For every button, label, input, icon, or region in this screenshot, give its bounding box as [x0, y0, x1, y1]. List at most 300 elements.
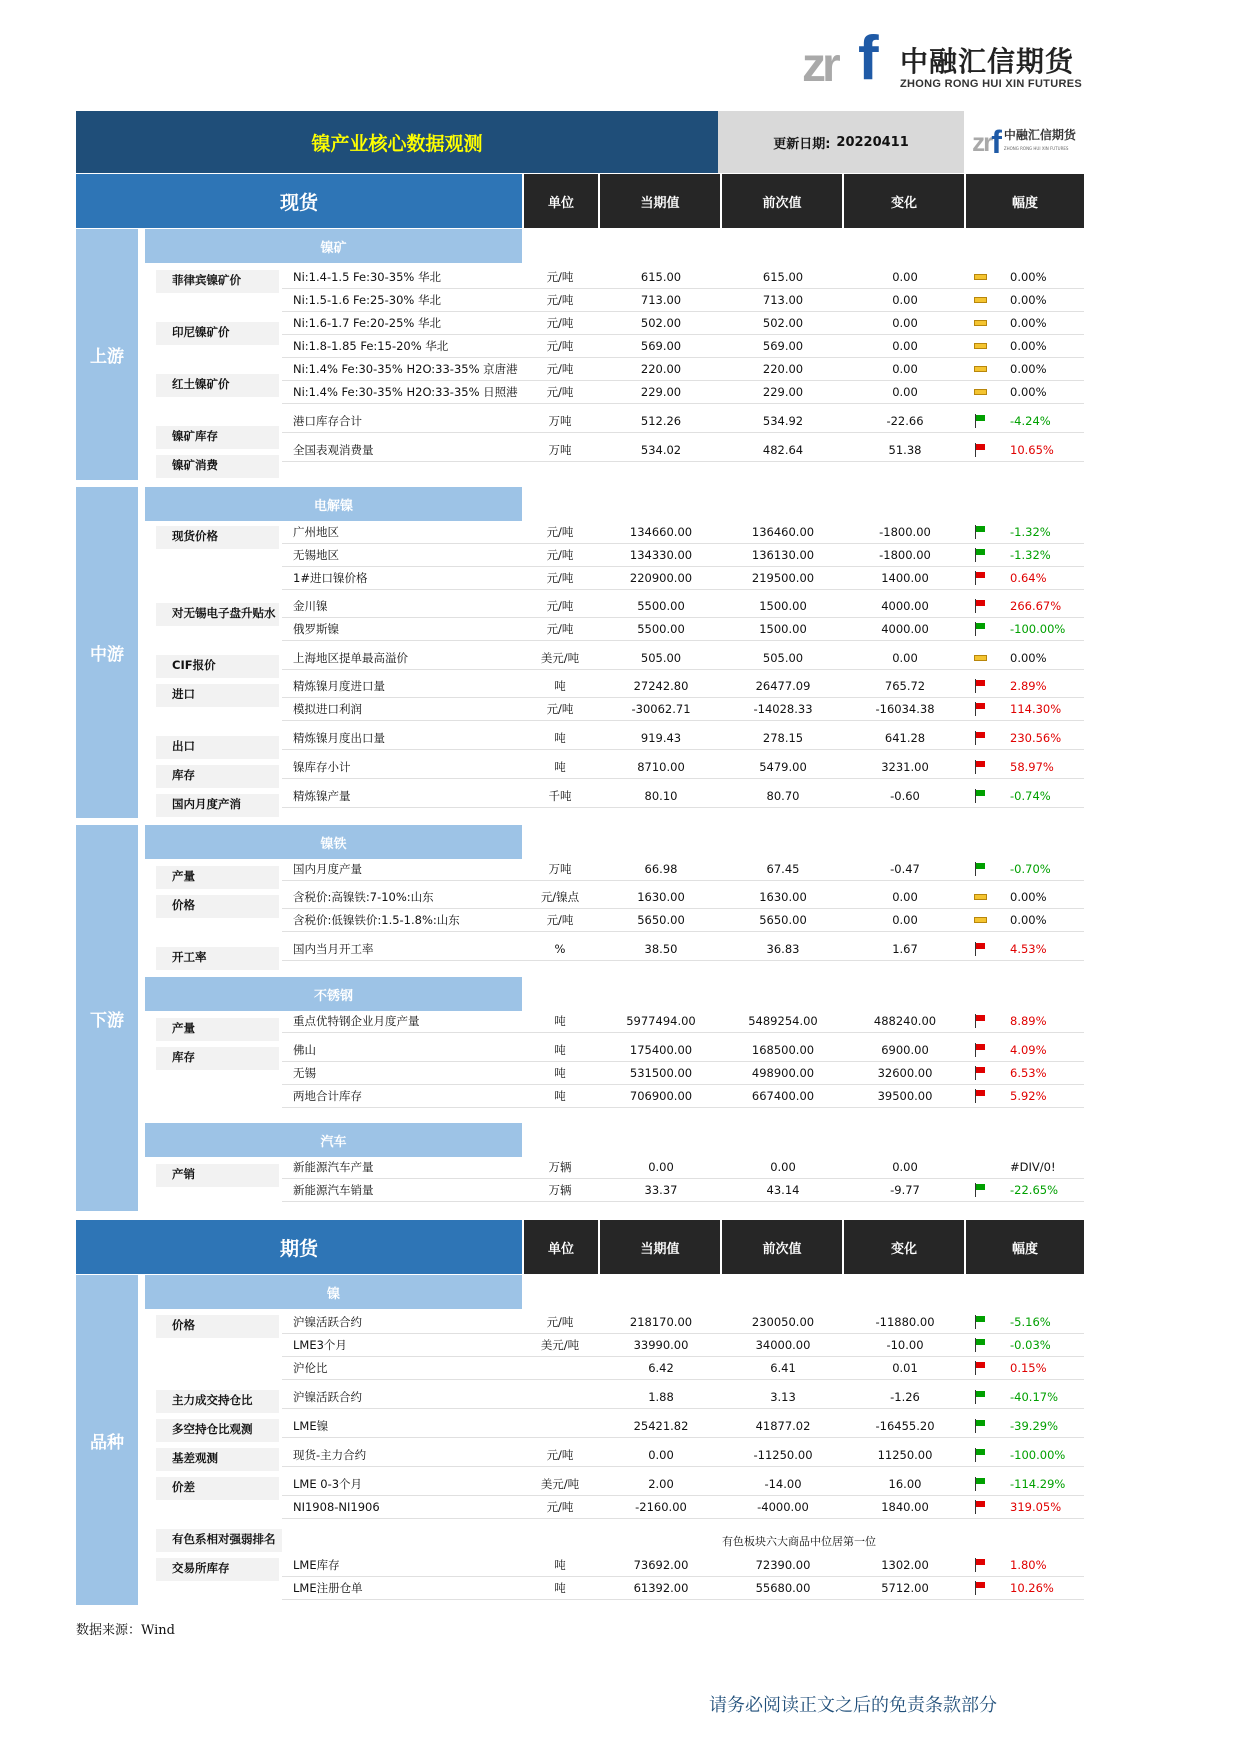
- label-monthly-output: 国内月度产消: [156, 794, 279, 817]
- green-flag-icon: [974, 1419, 988, 1433]
- mini-logo-zr: zr: [972, 126, 992, 157]
- row-current: 218170.00: [629, 1315, 693, 1329]
- row-change: 11250.00: [877, 1448, 933, 1462]
- row-percent: 4.09%: [1010, 1043, 1047, 1057]
- row-percent: 0.00%: [1010, 913, 1047, 927]
- row-range: [966, 381, 1084, 403]
- row-unit: 吨: [554, 731, 566, 745]
- row-previous: 5489254.00: [748, 1014, 818, 1028]
- row-previous: 43.14: [766, 1183, 800, 1197]
- row-unit: 吨: [554, 760, 566, 774]
- row-range: [966, 1156, 1084, 1178]
- row-unit: 吨: [554, 1089, 566, 1103]
- red-flag-icon: [974, 1089, 988, 1103]
- row-previous: 482.64: [762, 443, 804, 457]
- row-previous: 5650.00: [759, 913, 807, 927]
- row-unit: 吨: [554, 1043, 566, 1057]
- row-change: 4000.00: [881, 622, 929, 636]
- row-name: 含税价:低镍铁价:1.5-1.8%:山东: [293, 913, 460, 927]
- row-change: -1.26: [890, 1390, 920, 1404]
- row-unit: 美元/吨: [540, 1477, 580, 1491]
- row-name: 沪镍活跃合约: [293, 1315, 362, 1329]
- row-previous: 1630.00: [759, 890, 807, 904]
- row-range: [966, 1357, 1084, 1379]
- row-current: 505.00: [640, 651, 682, 665]
- row-change: 1302.00: [881, 1558, 929, 1572]
- row-previous: 534.92: [762, 414, 804, 428]
- row-current: 229.00: [640, 385, 682, 399]
- table-row: [282, 886, 1084, 909]
- row-previous: 615.00: [762, 270, 804, 284]
- row-unit: 万辆: [548, 1183, 572, 1197]
- row-range: [966, 1577, 1084, 1599]
- table-row: [282, 1496, 1084, 1519]
- row-previous: 713.00: [762, 293, 804, 307]
- row-name: LME3个月: [293, 1338, 347, 1352]
- label-cif: CIF报价: [156, 655, 279, 678]
- row-current: 66.98: [644, 862, 678, 876]
- row-unit: 元/吨: [546, 385, 574, 399]
- row-name: 现货-主力合约: [293, 1448, 367, 1462]
- table-row: [282, 675, 1084, 698]
- row-change: 3231.00: [881, 760, 929, 774]
- row-previous: 498900.00: [751, 1066, 815, 1080]
- row-previous: 0.00: [770, 1160, 796, 1174]
- table-row: [282, 1085, 1084, 1108]
- label-ss-output: 产量: [156, 1018, 279, 1041]
- label-fut-price: 价格: [156, 1315, 279, 1338]
- row-previous: 168500.00: [751, 1043, 815, 1057]
- row-unit: %: [554, 942, 566, 956]
- row-name: 模拟进口利润: [293, 702, 362, 716]
- row-percent: 8.89%: [1010, 1014, 1047, 1028]
- table-row: [282, 727, 1084, 750]
- sub-ferronickel: 镍铁: [145, 825, 522, 859]
- table-row: [282, 312, 1084, 335]
- green-flag-icon: [974, 548, 988, 562]
- row-change: -1800.00: [879, 525, 931, 539]
- row-previous: 26477.09: [755, 679, 811, 693]
- row-change: -11880.00: [875, 1315, 935, 1329]
- row-change: 0.00: [892, 270, 918, 284]
- green-flag-icon: [974, 622, 988, 636]
- row-percent: 10.26%: [1010, 1581, 1054, 1595]
- green-flag-icon: [974, 1477, 988, 1491]
- row-change: 488240.00: [873, 1014, 937, 1028]
- page-title: 镍产业核心数据观测: [311, 132, 483, 155]
- stage-variety: 品种: [76, 1275, 138, 1605]
- row-previous: 219500.00: [751, 571, 815, 585]
- row-percent: 5.92%: [1010, 1089, 1047, 1103]
- row-current: 175400.00: [629, 1043, 693, 1057]
- row-range: [966, 647, 1084, 669]
- row-previous: 5479.00: [759, 760, 807, 774]
- row-percent: 0.00%: [1010, 651, 1047, 665]
- row-name: 精炼镍月度出口量: [293, 731, 385, 745]
- row-range: [966, 358, 1084, 380]
- row-range: [966, 1415, 1084, 1437]
- row-unit: 元/吨: [546, 1315, 574, 1329]
- header-change: 变化: [842, 1220, 964, 1274]
- row-change: 0.00: [892, 339, 918, 353]
- row-current: 33.37: [644, 1183, 678, 1197]
- row-name: 国内当月开工率: [293, 942, 374, 956]
- header-range: 幅度: [964, 1220, 1084, 1274]
- row-name: LME镍: [293, 1419, 329, 1433]
- table-row: [282, 1039, 1084, 1062]
- row-name: 1#进口镍价格: [293, 571, 368, 585]
- logo-en-name: ZHONG RONG HUI XIN FUTURES: [900, 78, 1082, 90]
- row-current: 220.00: [640, 362, 682, 376]
- mini-logo-en: ZHONG RONG HUI XIN FUTURES: [1003, 146, 1069, 151]
- row-current: 615.00: [640, 270, 682, 284]
- row-percent: #DIV/0!: [1010, 1160, 1056, 1174]
- update-value: 20220411: [836, 134, 909, 150]
- row-unit: 元/镍点: [540, 890, 580, 904]
- row-range: [966, 909, 1084, 931]
- row-name: 俄罗斯镍: [293, 622, 339, 636]
- table-row: [282, 1554, 1084, 1577]
- green-flag-icon: [974, 789, 988, 803]
- row-range: [966, 335, 1084, 357]
- row-unit: 元/吨: [546, 316, 574, 330]
- row-percent: -0.03%: [1010, 1338, 1051, 1352]
- stage-midstream: 中游: [76, 487, 138, 818]
- row-current: -30062.71: [631, 702, 691, 716]
- row-change: 0.00: [892, 913, 918, 927]
- row-current: 134660.00: [629, 525, 693, 539]
- row-percent: 2.89%: [1010, 679, 1047, 693]
- row-name: 沪伦比: [293, 1361, 328, 1375]
- label-exchange-stock: 交易所库存: [156, 1558, 279, 1581]
- row-change: -9.77: [890, 1183, 920, 1197]
- row-previous: 1500.00: [759, 599, 807, 613]
- row-unit: 吨: [554, 1014, 566, 1028]
- row-percent: 0.00%: [1010, 293, 1047, 307]
- row-percent: 0.00%: [1010, 890, 1047, 904]
- title-banner: [76, 111, 718, 173]
- row-name: Ni:1.8-1.85 Fe:15-20% 华北: [293, 339, 449, 353]
- row-name: 重点优特钢企业月度产量: [293, 1014, 420, 1028]
- row-name: 上海地区提单最高溢价: [293, 651, 408, 665]
- table-row: [282, 1444, 1084, 1467]
- row-percent: 114.30%: [1010, 702, 1062, 716]
- label-ss-stock: 库存: [156, 1047, 279, 1070]
- row-previous: -14.00: [764, 1477, 802, 1491]
- row-unit: 吨: [554, 1558, 566, 1572]
- table-row: [282, 1415, 1084, 1438]
- red-flag-icon: [974, 1361, 988, 1375]
- row-previous: 569.00: [762, 339, 804, 353]
- row-range: [966, 312, 1084, 334]
- row-unit: [522, 1415, 598, 1437]
- row-previous: -11250.00: [753, 1448, 813, 1462]
- mini-logo-cn: 中融汇信期货: [1003, 128, 1076, 142]
- row-previous: 3.13: [770, 1390, 796, 1404]
- table-row: [282, 1156, 1084, 1179]
- row-unit: 吨: [554, 1066, 566, 1080]
- header-current: 当期值: [598, 1220, 720, 1274]
- row-current: 80.10: [644, 789, 678, 803]
- row-range: [966, 727, 1084, 749]
- row-change: -0.47: [890, 862, 920, 876]
- label-vol-oi-ratio: 主力成交持仓比: [156, 1390, 279, 1413]
- row-unit: 元/吨: [546, 702, 574, 716]
- row-current: 61392.00: [633, 1581, 689, 1595]
- row-unit: 元/吨: [546, 270, 574, 284]
- row-range: [966, 886, 1084, 908]
- mini-logo-text: [1004, 128, 1076, 156]
- red-flag-icon: [974, 731, 988, 745]
- row-current: 919.43: [640, 731, 682, 745]
- row-range: [966, 1473, 1084, 1495]
- row-previous: 220.00: [762, 362, 804, 376]
- row-current: 1.88: [648, 1390, 674, 1404]
- table-row: [282, 410, 1084, 433]
- row-current: 5977494.00: [626, 1014, 696, 1028]
- row-name: 无锡: [293, 1066, 316, 1080]
- row-percent: -0.74%: [1010, 789, 1051, 803]
- label-prod-sales: 产销: [156, 1164, 279, 1187]
- row-unit: 元/吨: [546, 339, 574, 353]
- row-current: 534.02: [640, 443, 682, 457]
- label-strength-rank: 有色系相对强弱排名: [156, 1529, 282, 1552]
- row-change: 641.28: [884, 731, 926, 745]
- row-current: -2160.00: [635, 1500, 687, 1514]
- row-current: 73692.00: [633, 1558, 689, 1572]
- table-row: [282, 1577, 1084, 1600]
- row-percent: 0.15%: [1010, 1361, 1047, 1375]
- logo-zr-mark: zr: [802, 39, 837, 92]
- red-flag-icon: [974, 1043, 988, 1057]
- row-unit: 万吨: [548, 862, 572, 876]
- row-unit: 元/吨: [546, 599, 574, 613]
- row-name: 两地合计库存: [293, 1089, 362, 1103]
- update-date: [718, 111, 964, 173]
- label-operating-rate: 开工率: [156, 947, 279, 970]
- row-percent: -39.29%: [1010, 1419, 1058, 1433]
- row-percent: -0.70%: [1010, 862, 1051, 876]
- label-id-ore: 印尼镍矿价: [156, 322, 279, 345]
- row-change: -16455.20: [875, 1419, 935, 1433]
- row-percent: 6.53%: [1010, 1066, 1047, 1080]
- row-current: 0.00: [648, 1448, 674, 1462]
- header-previous: 前次值: [720, 174, 842, 228]
- row-percent: -100.00%: [1010, 622, 1066, 636]
- row-change: 0.00: [892, 651, 918, 665]
- table-row: [282, 544, 1084, 567]
- row-unit: 千吨: [548, 789, 572, 803]
- label-laterite-ore: 红土镍矿价: [156, 374, 279, 397]
- row-current: 5500.00: [637, 622, 685, 636]
- row-range: [966, 439, 1084, 461]
- row-percent: 0.64%: [1010, 571, 1047, 585]
- red-flag-icon: [974, 571, 988, 585]
- row-change: 765.72: [884, 679, 926, 693]
- flat-bar-icon: [974, 389, 987, 395]
- table-row: [282, 1357, 1084, 1380]
- flat-bar-icon: [974, 274, 987, 280]
- green-flag-icon: [974, 1183, 988, 1197]
- label-export: 出口: [156, 736, 279, 759]
- row-range: [966, 1062, 1084, 1084]
- row-range: [966, 266, 1084, 288]
- table-row: [282, 756, 1084, 779]
- table-row: [282, 381, 1084, 404]
- row-percent: -22.65%: [1010, 1183, 1058, 1197]
- row-percent: 1.80%: [1010, 1558, 1047, 1572]
- row-range: [966, 1010, 1084, 1032]
- label-ore-stock: 镍矿库存: [156, 426, 279, 449]
- row-previous: 136130.00: [751, 548, 815, 562]
- red-flag-icon: [974, 942, 988, 956]
- update-label: 更新日期:: [773, 136, 831, 152]
- row-unit: 元/吨: [546, 362, 574, 376]
- row-unit: 吨: [554, 679, 566, 693]
- strength-rank-value: 有色板块六大商品中位居第一位: [722, 1535, 876, 1548]
- label-long-short: 多空持仓比观测: [156, 1419, 279, 1442]
- table-row: [282, 1010, 1084, 1033]
- row-range: [966, 410, 1084, 432]
- row-range: [966, 1085, 1084, 1107]
- label-spot-price: 现货价格: [156, 526, 279, 549]
- row-range: [966, 785, 1084, 807]
- green-flag-icon: [974, 414, 988, 428]
- row-percent: 266.67%: [1010, 599, 1062, 613]
- row-unit: [522, 1386, 598, 1408]
- row-range: [966, 567, 1084, 589]
- red-flag-icon: [974, 1066, 988, 1080]
- stage-downstream: 下游: [76, 825, 138, 1211]
- table-row: [282, 785, 1084, 808]
- header-previous: 前次值: [720, 1220, 842, 1274]
- header-range: 幅度: [964, 174, 1084, 228]
- label-import: 进口: [156, 684, 279, 707]
- row-current: 25421.82: [633, 1419, 689, 1433]
- red-flag-icon: [974, 702, 988, 716]
- table-row: [282, 266, 1084, 289]
- row-name: 无锡地区: [293, 548, 339, 562]
- red-flag-icon: [974, 443, 988, 457]
- row-previous: -14028.33: [753, 702, 813, 716]
- table-row: [282, 1179, 1084, 1202]
- row-range: [966, 1311, 1084, 1333]
- row-current: 0.00: [648, 1160, 674, 1174]
- table-row: [282, 1062, 1084, 1085]
- row-previous: 55680.00: [755, 1581, 811, 1595]
- row-name: 沪镍活跃合约: [293, 1390, 362, 1404]
- row-percent: -1.32%: [1010, 548, 1051, 562]
- row-previous: 34000.00: [755, 1338, 811, 1352]
- spot-header: [76, 174, 1084, 228]
- row-percent: 319.05%: [1010, 1500, 1062, 1514]
- row-range: [966, 1444, 1084, 1466]
- row-name: 含税价:高镍铁:7-10%:山东: [293, 890, 434, 904]
- row-current: 2.00: [648, 1477, 674, 1491]
- flat-bar-icon: [974, 366, 987, 372]
- logo-f-mark: f: [858, 24, 879, 93]
- row-unit: 元/吨: [546, 525, 574, 539]
- data-source: 数据来源：Wind: [76, 1623, 175, 1638]
- green-flag-icon: [974, 1448, 988, 1462]
- row-change: 39500.00: [877, 1089, 933, 1103]
- row-current: 38.50: [644, 942, 678, 956]
- row-unit: 美元/吨: [540, 651, 580, 665]
- table-row: [282, 335, 1084, 358]
- row-change: -16034.38: [875, 702, 935, 716]
- row-change: -10.00: [886, 1338, 924, 1352]
- row-previous: 67.45: [766, 862, 800, 876]
- row-name: Ni:1.6-1.7 Fe:20-25% 华北: [293, 316, 441, 330]
- header-unit: 单位: [522, 1220, 598, 1274]
- row-current: 6.42: [648, 1361, 674, 1375]
- row-name: 金川镍: [293, 599, 328, 613]
- row-previous: 72390.00: [755, 1558, 811, 1572]
- row-current: 27242.80: [633, 679, 689, 693]
- row-previous: 6.41: [770, 1361, 796, 1375]
- row-unit: 元/吨: [546, 622, 574, 636]
- company-logo: [802, 24, 1092, 93]
- row-change: 6900.00: [881, 1043, 929, 1057]
- row-unit: 元/吨: [546, 913, 574, 927]
- row-range: [966, 1039, 1084, 1061]
- sub-stainless-steel: 不锈钢: [145, 977, 522, 1011]
- table-row: [282, 439, 1084, 462]
- sub-electrolytic-nickel: 电解镍: [145, 487, 522, 521]
- red-flag-icon: [974, 1558, 988, 1572]
- row-current: 33990.00: [633, 1338, 689, 1352]
- row-change: 1840.00: [881, 1500, 929, 1514]
- row-change: 0.00: [892, 293, 918, 307]
- sub-automobile: 汽车: [145, 1123, 522, 1157]
- futures-header: [76, 1220, 1084, 1274]
- disclaimer: 请务必阅读正文之后的免责条款部分: [709, 1695, 997, 1716]
- row-range: [966, 1386, 1084, 1408]
- flat-bar-icon: [974, 655, 987, 661]
- row-range: [966, 544, 1084, 566]
- row-name: Ni:1.4% Fe:30-35% H2O:33-35% 京唐港: [293, 362, 518, 376]
- row-percent: 0.00%: [1010, 362, 1047, 376]
- table-row: [282, 567, 1084, 590]
- row-previous: 278.15: [762, 731, 804, 745]
- table-row: [282, 938, 1084, 961]
- row-percent: 230.56%: [1010, 731, 1062, 745]
- row-name: 佛山: [293, 1043, 316, 1057]
- label-inventory: 库存: [156, 765, 279, 788]
- row-name: 广州地区: [293, 525, 339, 539]
- row-change: 0.00: [892, 1160, 918, 1174]
- row-current: 5500.00: [637, 599, 685, 613]
- mini-logo-f: f: [991, 123, 1002, 160]
- red-flag-icon: [974, 599, 988, 613]
- row-unit: 元/吨: [546, 571, 574, 585]
- row-percent: 0.00%: [1010, 385, 1047, 399]
- row-percent: 0.00%: [1010, 270, 1047, 284]
- row-previous: 229.00: [762, 385, 804, 399]
- row-current: 134330.00: [629, 548, 693, 562]
- row-unit: [522, 1357, 598, 1379]
- row-name: LME库存: [293, 1558, 340, 1572]
- row-name: 国内月度产量: [293, 862, 362, 876]
- table-row: [282, 698, 1084, 721]
- row-range: [966, 698, 1084, 720]
- row-name: 港口库存合计: [293, 414, 362, 428]
- table-row: [282, 618, 1084, 641]
- row-previous: 80.70: [766, 789, 800, 803]
- row-previous: 505.00: [762, 651, 804, 665]
- row-percent: -1.32%: [1010, 525, 1051, 539]
- table-row: [282, 858, 1084, 881]
